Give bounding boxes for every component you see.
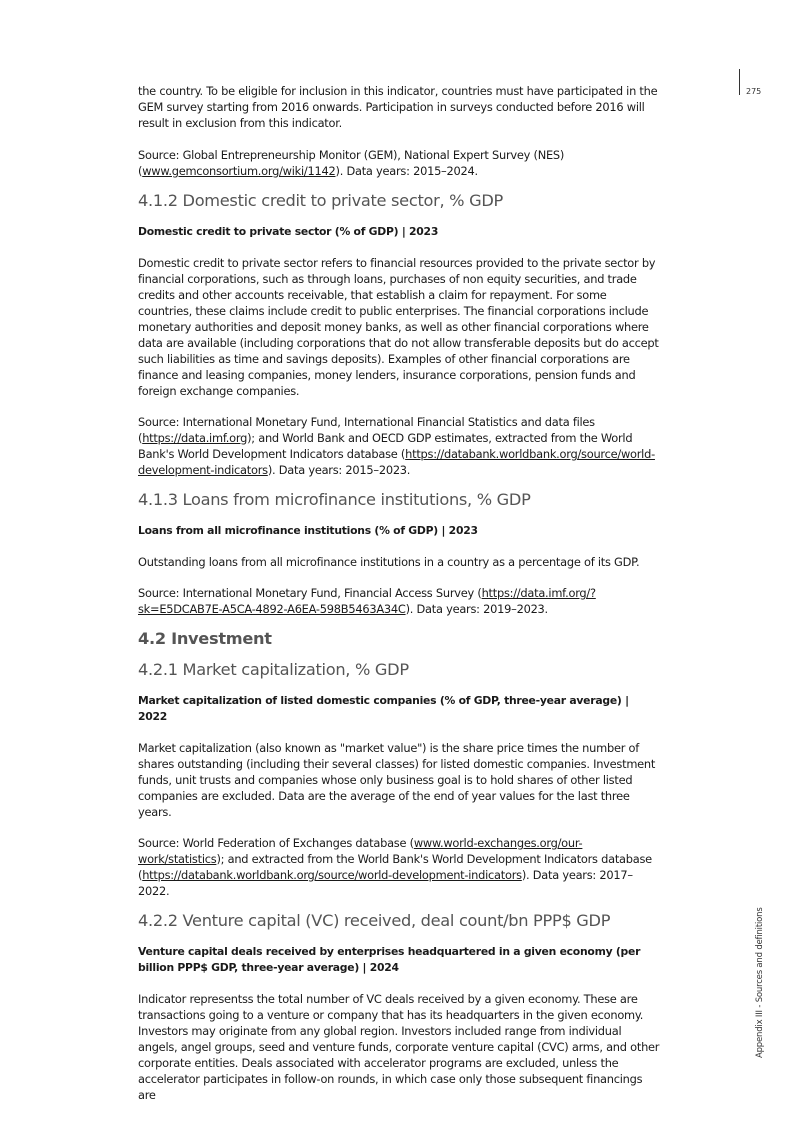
description-4-2-1: Market capitalization (also known as "market value") is the share price times the number of shares outstanding (including their several classes) for listed domestic companies. Investment funds, unit trusts and companies whose only business goal is to hold shares of other listed companies are excluded. Data are the average of the end of year values for the last three years. [138, 741, 656, 819]
indicator-title-4-1-3: Loans from all microfinance institutions (% of GDP) | 2023 [138, 524, 478, 537]
source-suffix: ). Data years: 2015–2023. [267, 463, 411, 477]
source-prefix: Source: World Federation of Exchanges database ( [138, 836, 414, 850]
intro-source [138, 147, 660, 179]
description-4-1-3: Outstanding loans from all microfinance institutions in a country as a percentage of its GDP. [138, 555, 640, 569]
description-4-2-2: Indicator representss the total number of VC deals received by a given economy. These are transactions going to a venture or company that has its headquarters in the given economy. Investors may originate from any global region. Investors included range from individual angels, angel groups, seed and venture funds, corporate venture capital (CVC) arms, and other corporate entities. Deals associated with accelerator programs are excluded, unless the accelerator participates in follow-on rounds, in which case only those subsequent financings are [138, 992, 660, 1102]
intro-paragraph: the country. To be eligible for inclusion in this indicator, countries must have participated in the GEM survey starting from 2016 onwards. Participation in surveys conducted before 2016 will result in exclusion from this indicator. [138, 84, 658, 130]
source-middle: ); and extracted from the World Bank's World Development Indicators database ( [138, 852, 652, 882]
page-number: 275 [746, 87, 762, 96]
source-suffix: ). Data years: 2015–2024. [335, 164, 478, 178]
source-prefix: Source: International Monetary Fund, International Financial Statistics and data files ( [138, 415, 595, 445]
source-suffix: ). Data years: 2019–2023. [405, 602, 548, 616]
imf-fas-link[interactable]: https://data.imf.org/?sk=E5DCAB7E-A5CA-4892-A6EA-598B5463A34C [138, 586, 596, 616]
section-heading-4-2-1: 4.2.1 Market capitalization, % GDP [138, 660, 409, 679]
document-body [138, 83, 660, 1118]
indicator-title-4-2-2: Venture capital deals received by enterprises headquartered in a given economy (per billion PPP$ GDP, three-year average) | 2024 [138, 945, 641, 974]
worldbank-wdi-link[interactable]: https://databank.worldbank.org/source/world-development-indicators [138, 447, 655, 477]
section-heading-4-2-2: 4.2.2 Venture capital (VC) received, deal count/bn PPP$ GDP [138, 911, 611, 930]
imf-data-link[interactable]: https://data.imf.org [142, 431, 248, 445]
section-heading-4-1-2: 4.1.2 Domestic credit to private sector, % GDP [138, 191, 503, 210]
section-heading-4-1-3: 4.1.3 Loans from microfinance institutions, % GDP [138, 490, 531, 509]
source-4-1-2 [138, 414, 660, 478]
source-prefix: Source: International Monetary Fund, Financial Access Survey ( [138, 586, 482, 600]
wfe-link[interactable]: www.world-exchanges.org/our-work/statistics [138, 836, 583, 866]
source-4-1-3 [138, 585, 660, 617]
source-4-2-1 [138, 835, 660, 899]
indicator-title-4-1-2: Domestic credit to private sector (% of GDP) | 2023 [138, 225, 439, 238]
section-heading-4-2: 4.2 Investment [138, 629, 272, 648]
indicator-title-4-2-1: Market capitalization of listed domestic companies (% of GDP, three-year average) | 2022 [138, 694, 629, 723]
description-4-1-2: Domestic credit to private sector refers to financial resources provided to the private sector by financial corporations, such as through loans, purchases of non equity securities, and trade credits and other accounts receivable, that establish a claim for repayment. For some countries, these claims include credit to public enterprises. The financial corporations include monetary authorities and deposit money banks, as well as other financial corporations where data are available (including corporations that do not allow transferable deposits but do accept such liabilities as time and savings deposits). Examples of other financial corporations are finance and leasing companies, money lenders, insurance corporations, pension funds and foreign exchange companies. [138, 256, 659, 398]
source-middle: ); and World Bank and OECD GDP estimates, extracted from the World Bank's World Development Indicators database ( [138, 431, 633, 461]
page-number-rule [739, 69, 740, 95]
worldbank-wdi-link[interactable]: https://databank.worldbank.org/source/world-development-indicators [142, 868, 522, 882]
gem-link[interactable]: www.gemconsortium.org/wiki/1142 [142, 164, 336, 178]
source-prefix: Source: Global Entrepreneurship Monitor (GEM), National Expert Survey (NES) ( [138, 148, 565, 178]
section-side-label: Appendix III - Sources and definitions [755, 907, 765, 1058]
source-suffix: ). Data years: 2017–2022. [138, 868, 633, 898]
